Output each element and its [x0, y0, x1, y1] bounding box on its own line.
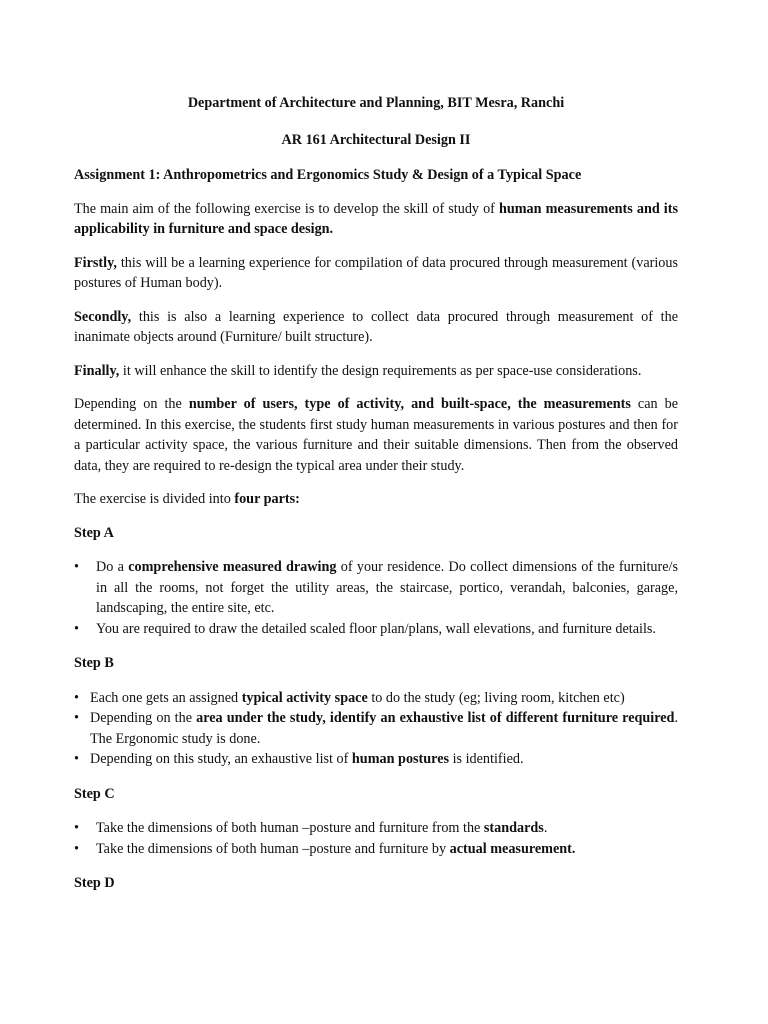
secondly-paragraph [74, 307, 678, 348]
list-emphasis: actual measurement. [449, 840, 576, 857]
finally-paragraph [74, 361, 678, 382]
intro-paragraph [74, 199, 678, 240]
intro-emphasis: human measurements and its applicability in furniture and space design. [74, 200, 678, 237]
bullet-icon: • [74, 820, 79, 836]
bullet-icon: • [74, 840, 79, 857]
list-item [74, 708, 678, 749]
finally-lead: Finally, [74, 362, 120, 379]
course-heading: AR 161 Architectural Design II [281, 131, 471, 148]
list-item [74, 818, 678, 839]
list-text: . [543, 820, 548, 836]
list-item [74, 749, 678, 770]
step-b-heading: Step B [74, 655, 114, 671]
list-text: to do the study (eg; living room, kitchen etc) [367, 689, 625, 706]
step-d-heading: Step D [74, 875, 115, 891]
bullet-icon: • [74, 620, 79, 637]
parts-emphasis: four parts: [234, 491, 300, 507]
list-emphasis: area under the study, identify an exhaustive list of different furniture required [196, 710, 675, 726]
list-text: . The Ergonomic study is done. [90, 710, 678, 747]
list-text: is identified. [449, 751, 524, 767]
parts-paragraph [74, 489, 678, 510]
firstly-lead: Firstly, [74, 254, 117, 271]
list-emphasis: comprehensive measured drawing [128, 559, 337, 575]
list-text: of your residence. Do collect dimensions of the furniture/s in all the rooms, not forget the utility areas, the staircase, portico, verandah, balconies, garage, landscaping, the entire site, etc. [96, 559, 679, 616]
firstly-paragraph [74, 253, 678, 294]
list-item [74, 619, 678, 640]
intro-text: The main aim of the following exercise is to develop the skill of study of [74, 200, 499, 217]
bullet-icon: • [74, 559, 79, 575]
list-text: Each one gets an assigned [90, 689, 242, 706]
list-text: Depending on the [90, 710, 197, 726]
secondly-text: this is also a learning experience to collect data procured through measurement of the inanimate objects around (Furniture/ built structure). [74, 308, 678, 345]
bullet-icon: • [74, 751, 79, 767]
list-item [74, 839, 678, 860]
depending-text-a: Depending on the [74, 396, 189, 412]
bullet-icon: • [74, 710, 79, 726]
parts-text: The exercise is divided into [74, 491, 235, 507]
depending-text-c: can be determined. In this exercise, the students first study human measurements in various postures and then for a particular activity space, the various furniture and their suitable dimensions. Then from the observed data, they are required to re-design the typical area under their study. [74, 396, 678, 474]
list-text: Take the dimensions of both human –posture and furniture by [96, 840, 450, 857]
list-emphasis: typical activity space [241, 689, 368, 706]
finally-text: it will enhance the skill to identify the design requirements as per space-use considerations. [119, 362, 642, 379]
step-c-heading: Step C [74, 785, 115, 802]
secondly-lead: Secondly, [74, 308, 132, 325]
assignment-title: Assignment 1: Anthropometrics and Ergonomics Study & Design of a Typical Space [74, 167, 582, 183]
list-item [74, 688, 678, 709]
list-emphasis: standards [483, 820, 544, 836]
step-b-list [74, 688, 678, 770]
list-text: Take the dimensions of both human –posture and furniture from the [96, 820, 484, 836]
bullet-icon: • [74, 689, 79, 706]
list-emphasis: human postures [351, 751, 450, 767]
depending-paragraph [74, 394, 678, 476]
list-text: Do a [96, 559, 129, 575]
firstly-text: this will be a learning experience for compilation of data procured through measurement (various postures of Human body). [74, 254, 678, 291]
list-text: You are required to draw the detailed scaled floor plan/plans, wall elevations, and furniture details. [96, 620, 656, 637]
depending-emphasis: number of users, type of activity, and built-space, the measurements [188, 396, 631, 412]
step-a-list [74, 557, 678, 639]
step-a-heading: Step A [74, 524, 114, 541]
department-heading: Department of Architecture and Planning, BIT Mesra, Ranchi [187, 95, 565, 111]
list-item [74, 557, 678, 619]
step-c-list [74, 818, 678, 859]
list-text: Depending on this study, an exhaustive list of [90, 751, 352, 767]
